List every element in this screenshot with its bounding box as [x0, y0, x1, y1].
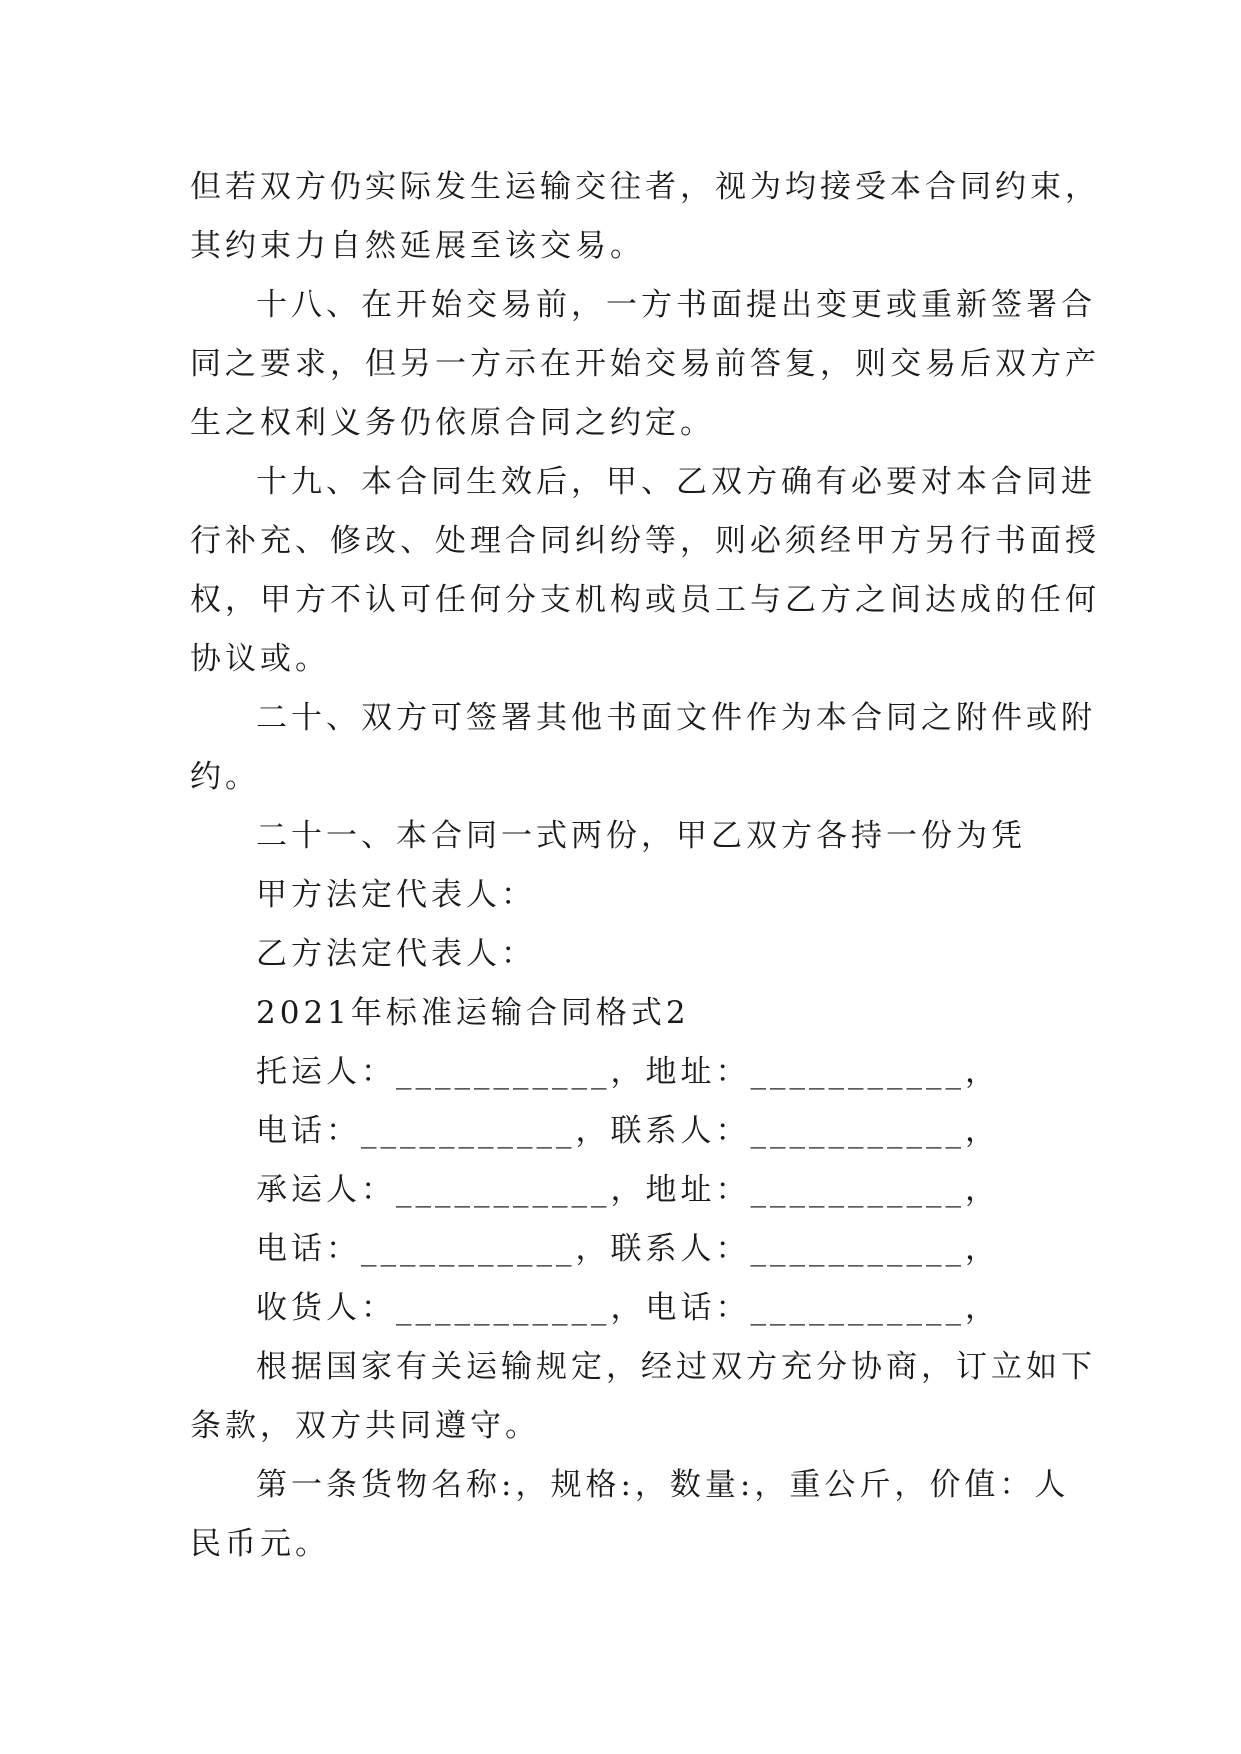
- text-line: 约。: [190, 759, 260, 795]
- carrier-field-line: 承运人：___________，地址：___________，: [256, 1172, 1000, 1208]
- text-line: 同之要求，但另一方示在开始交易前答复，则交易后双方产: [190, 346, 1100, 382]
- text-line: 生之权利义务仍依原合同之约定。: [190, 405, 715, 441]
- clause-20-line: 二十、双方可签署其他书面文件作为本合同之附件或附: [256, 700, 1096, 736]
- article-1-line: 第一条货物名称:，规格:，数量:，重公斤，价值：人: [256, 1467, 1070, 1503]
- clause-21-line: 二十一、本合同一式两份，甲乙双方各持一份为凭: [256, 818, 1026, 854]
- clause-19-line: 十九、本合同生效后，甲、乙双方确有必要对本合同进: [256, 464, 1096, 500]
- text-line: 其约束力自然延展至该交易。: [190, 228, 645, 264]
- shipper-contact-line: 电话：___________，联系人：___________，: [256, 1113, 1000, 1149]
- party-a-representative: 甲方法定代表人：: [256, 877, 536, 913]
- text-line: 权，甲方不认可任何分支机构或员工与乙方之间达成的任何: [190, 582, 1100, 618]
- text-line: 但若双方仍实际发生运输交往者，视为均接受本合同约束，: [190, 169, 1100, 205]
- document-body: [190, 158, 1100, 1574]
- preamble-line: 根据国家有关运输规定，经过双方充分协商，订立如下: [256, 1349, 1096, 1385]
- consignee-field-line: 收货人：___________，电话：___________，: [256, 1290, 1000, 1326]
- party-b-representative: 乙方法定代表人：: [256, 936, 536, 972]
- clause-18-line: 十八、在开始交易前，一方书面提出变更或重新签署合: [256, 287, 1096, 323]
- text-line: 条款，双方共同遵守。: [190, 1408, 540, 1444]
- text-line: 民币元。: [190, 1526, 330, 1562]
- section-heading: 2021年标准运输合同格式2: [256, 995, 690, 1031]
- text-line: 协议或。: [190, 641, 330, 677]
- text-line: 行补充、修改、处理合同纠纷等，则必须经甲方另行书面授: [190, 523, 1100, 559]
- shipper-field-line: 托运人：___________，地址：___________，: [256, 1054, 1000, 1090]
- carrier-contact-line: 电话：___________，联系人：___________，: [256, 1231, 1000, 1267]
